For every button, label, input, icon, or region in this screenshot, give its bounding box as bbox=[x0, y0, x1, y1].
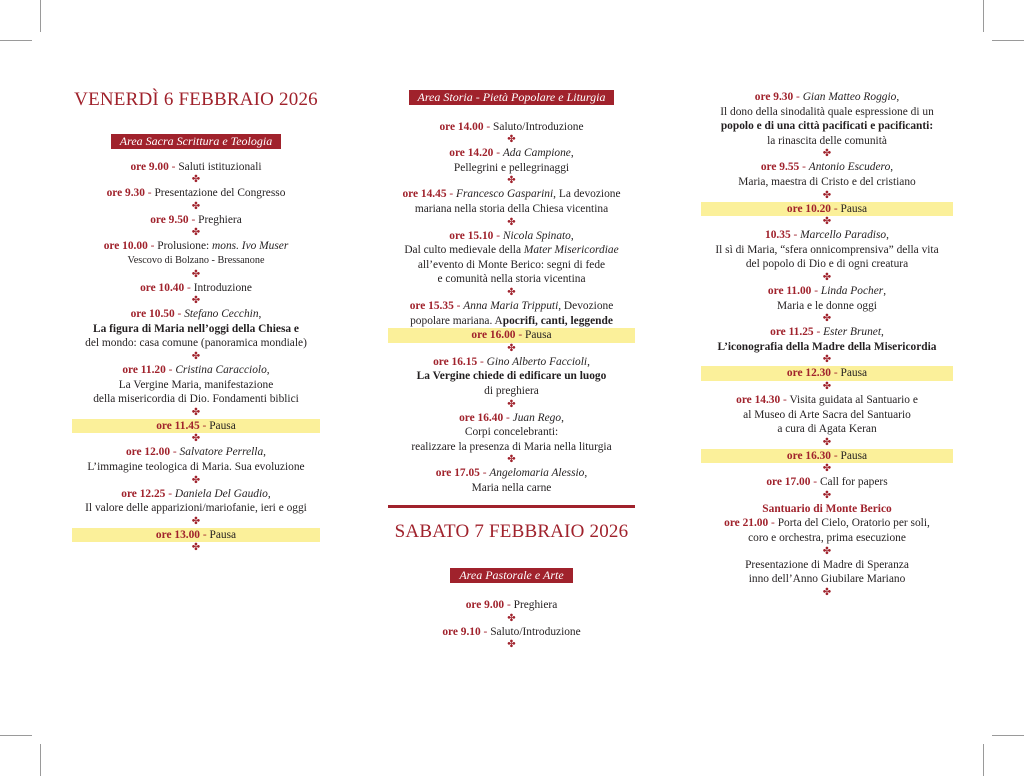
crop-mark bbox=[40, 0, 41, 32]
dash: - bbox=[811, 284, 821, 297]
speaker-name: Gino Alberto Faccioli bbox=[486, 355, 588, 368]
talk-title-part: popolare mariana. A bbox=[410, 314, 503, 327]
program-item bbox=[72, 281, 320, 296]
ornament-icon: ✤ bbox=[191, 350, 201, 362]
program-item bbox=[701, 90, 953, 105]
program-item bbox=[701, 325, 953, 340]
speaker-name: Anna Maria Tripputi bbox=[463, 299, 559, 312]
ornament-icon: ✤ bbox=[191, 227, 201, 239]
talk-title bbox=[388, 243, 635, 258]
program-item bbox=[701, 228, 953, 243]
ornament-icon: ✤ bbox=[822, 545, 832, 557]
item-time: ore 12.30 bbox=[786, 367, 831, 380]
ornament-icon: ✤ bbox=[822, 189, 832, 201]
item-text: , bbox=[570, 147, 574, 160]
crop-mark bbox=[983, 0, 984, 32]
speaker-name: Francesco Gasparini bbox=[456, 188, 554, 201]
speaker-name: Cristina Caracciolo bbox=[175, 363, 267, 376]
item-text: Pausa bbox=[209, 528, 237, 541]
item-time: ore 11.20 bbox=[122, 363, 166, 376]
pause-row bbox=[701, 366, 953, 381]
item-time: ore 16.15 bbox=[433, 355, 478, 368]
program-item bbox=[72, 186, 320, 201]
program-item bbox=[72, 307, 320, 322]
program-item bbox=[388, 355, 635, 370]
dash: - bbox=[184, 281, 194, 294]
dash: - bbox=[200, 528, 210, 541]
speaker-name: Ada Campione bbox=[502, 147, 571, 160]
item-time: ore 9.30 bbox=[106, 187, 145, 200]
dash: - bbox=[515, 329, 525, 342]
ornament-icon: ✤ bbox=[507, 175, 516, 187]
item-time: ore 10.20 bbox=[786, 202, 831, 215]
section-label: Area Pastorale e Arte bbox=[450, 568, 572, 583]
dash: - bbox=[453, 299, 464, 312]
program-item bbox=[701, 393, 953, 408]
item-text: Saluto/Introduzione bbox=[490, 625, 581, 638]
program-item bbox=[72, 363, 320, 378]
item-time: ore 12.25 bbox=[121, 487, 166, 500]
speaker-name: Linda Pocher bbox=[820, 284, 884, 297]
ornament-icon: ✤ bbox=[191, 542, 201, 554]
program-item bbox=[72, 213, 320, 228]
dash: - bbox=[480, 625, 491, 638]
dash: - bbox=[168, 160, 179, 173]
pause-row bbox=[72, 419, 320, 434]
talk-title: Il dono della sinodalità quale espressione di un bbox=[720, 105, 934, 118]
program-column-friday bbox=[72, 88, 320, 554]
pause-row bbox=[701, 449, 953, 464]
talk-title: La Vergine Maria, manifestazione bbox=[118, 378, 274, 391]
ornament-icon: ✤ bbox=[507, 134, 516, 146]
ornament-icon: ✤ bbox=[507, 216, 516, 228]
item-time: ore 21.00 bbox=[724, 517, 769, 530]
section-label: Area Sacra Scrittura e Teologia bbox=[111, 134, 281, 149]
item-time: ore 15.10 bbox=[449, 229, 494, 242]
talk-title: L’iconografia della Madre della Misericordia bbox=[717, 340, 937, 353]
program-item bbox=[72, 160, 320, 175]
item-time: ore 16.00 bbox=[471, 329, 516, 342]
ornament-icon: ✤ bbox=[191, 433, 201, 445]
crop-mark bbox=[0, 40, 32, 41]
ornament-icon: ✤ bbox=[822, 148, 832, 160]
item-text: Pausa bbox=[840, 449, 868, 462]
talk-title: L’immagine teologica di Maria. Sua evoluzione bbox=[87, 460, 305, 473]
program-item bbox=[701, 516, 953, 531]
item-text: , bbox=[561, 411, 564, 424]
talk-title-part: Dal culto medievale della bbox=[404, 244, 524, 257]
dash: - bbox=[493, 229, 503, 242]
dash: - bbox=[165, 363, 176, 376]
program-item bbox=[388, 466, 635, 481]
item-text: , bbox=[881, 326, 884, 339]
dash: - bbox=[170, 446, 180, 459]
item-time: ore 12.00 bbox=[125, 446, 171, 459]
closing-line: Presentazione di Madre di Speranza bbox=[745, 558, 909, 571]
speaker-name: mons. Ivo Muser bbox=[212, 240, 289, 253]
talk-title-cont: della misericordia di Dio. Fondamenti biblici bbox=[93, 393, 299, 406]
closing-line: inno dell’Anno Giubilare Mariano bbox=[748, 573, 906, 586]
speaker-name: Ester Brunet bbox=[823, 326, 881, 339]
ornament-icon: ✤ bbox=[507, 342, 516, 354]
item-text: Saluto/Introduzione bbox=[493, 120, 584, 133]
dash: - bbox=[813, 326, 824, 339]
item-time: ore 16.30 bbox=[786, 449, 831, 462]
item-text: , La devozione bbox=[553, 188, 621, 201]
item-time: ore 15.35 bbox=[409, 299, 454, 312]
item-text: Introduzione bbox=[193, 281, 252, 294]
item-time: ore 9.55 bbox=[760, 161, 800, 174]
speaker-name: Juan Rego bbox=[512, 411, 562, 424]
talk-title: Pellegrini e pellegrinaggi bbox=[453, 161, 570, 174]
ornament-icon: ✤ bbox=[191, 295, 201, 307]
ornament-icon: ✤ bbox=[507, 639, 516, 651]
ornament-icon: ✤ bbox=[191, 406, 201, 418]
item-text: , bbox=[886, 229, 889, 242]
ornament-icon: ✤ bbox=[822, 586, 832, 598]
item-text: Call for papers bbox=[819, 476, 888, 489]
item-text: , bbox=[587, 355, 590, 368]
item-time: ore 9.00 bbox=[130, 160, 169, 173]
dash: - bbox=[793, 91, 803, 103]
dash: - bbox=[483, 120, 494, 133]
ornament-icon: ✤ bbox=[822, 216, 832, 228]
crop-mark bbox=[40, 744, 41, 776]
item-subline: a cura di Agata Keran bbox=[777, 423, 877, 436]
program-item bbox=[701, 284, 953, 299]
item-time: ore 11.45 bbox=[156, 419, 200, 432]
item-text: , bbox=[258, 308, 262, 321]
dash: - bbox=[147, 240, 158, 253]
program-item bbox=[388, 598, 635, 613]
program-item bbox=[388, 229, 635, 244]
venue-title: Santuario di Monte Berico bbox=[762, 502, 892, 515]
day-title: VENERDÌ 6 FEBBRAIO 2026 bbox=[74, 89, 318, 110]
speaker-name: Gian Matteo Roggio bbox=[802, 91, 897, 103]
dash: - bbox=[446, 188, 457, 201]
item-time: ore 14.45 bbox=[402, 188, 447, 201]
talk-title-cont: la rinascita delle comunità bbox=[767, 134, 887, 147]
dash: - bbox=[790, 229, 801, 242]
program-item bbox=[72, 487, 320, 502]
pause-row bbox=[72, 528, 320, 543]
talk-title-cont: di preghiera bbox=[484, 384, 539, 397]
item-time: ore 17.00 bbox=[766, 476, 811, 489]
talk-title-bold: popolo e di una città pacificati e pacificanti: bbox=[720, 120, 934, 133]
item-text: , bbox=[584, 467, 588, 480]
speaker-name: Stefano Cecchin bbox=[184, 308, 259, 321]
speaker-name: Salvatore Perrella bbox=[179, 446, 264, 459]
talk-title: Il sì di Maria, “sfera onnicomprensiva” della vita bbox=[715, 243, 939, 256]
item-time: ore 11.25 bbox=[770, 326, 814, 339]
program-item bbox=[388, 120, 635, 135]
item-text: , Devozione bbox=[558, 299, 614, 312]
ornament-icon: ✤ bbox=[191, 474, 201, 486]
dash: - bbox=[503, 411, 513, 424]
ornament-icon: ✤ bbox=[822, 271, 832, 283]
dash: - bbox=[831, 202, 841, 215]
item-text: Preghiera bbox=[198, 213, 242, 226]
ornament-icon: ✤ bbox=[191, 515, 201, 527]
ornament-icon: ✤ bbox=[191, 200, 201, 212]
item-text: Prolusione: bbox=[157, 240, 213, 253]
talk-title: mariana nella storia della Chiesa vicentina bbox=[414, 202, 609, 215]
item-text: , bbox=[883, 284, 887, 297]
talk-title: Maria nella carne bbox=[471, 481, 552, 494]
dash: - bbox=[477, 355, 487, 368]
item-time: ore 9.00 bbox=[465, 599, 505, 612]
dash: - bbox=[174, 308, 185, 321]
dash: - bbox=[810, 476, 820, 489]
talk-title: Corpi concelebranti: bbox=[464, 426, 559, 439]
crop-mark bbox=[992, 40, 1024, 41]
dash: - bbox=[493, 147, 503, 160]
talk-title-latin: Mater Misericordiae bbox=[523, 244, 619, 257]
talk-title: Maria e le donne oggi bbox=[777, 299, 877, 312]
item-text: , bbox=[263, 446, 267, 459]
program-item bbox=[701, 475, 953, 490]
dash: - bbox=[199, 419, 210, 432]
dash: - bbox=[188, 213, 199, 226]
day-title: SABATO 7 FEBBRAIO 2026 bbox=[394, 521, 629, 543]
talk-title bbox=[388, 314, 635, 329]
pause-row bbox=[701, 202, 953, 217]
program-item bbox=[701, 160, 953, 175]
program-item bbox=[388, 411, 635, 426]
dash: - bbox=[831, 449, 841, 462]
item-text: Pausa bbox=[840, 202, 868, 215]
item-subline: Vescovo di Bolzano - Bressanone bbox=[127, 254, 265, 266]
item-text: Saluti istituzionali bbox=[178, 160, 262, 173]
ornament-icon: ✤ bbox=[822, 313, 832, 325]
speaker-name: Daniela Del Gaudio bbox=[174, 487, 268, 500]
program-item bbox=[72, 239, 320, 254]
item-time: ore 9.30 bbox=[754, 91, 794, 103]
talk-title: Maria, maestra di Cristo e del cristiano bbox=[738, 175, 916, 188]
item-text: , bbox=[896, 91, 900, 103]
dash: - bbox=[831, 367, 841, 380]
talk-title: La Vergine chiede di edificare un luogo bbox=[416, 370, 607, 383]
program-column-saturday bbox=[701, 90, 953, 599]
item-time: ore 14.30 bbox=[736, 393, 781, 406]
item-time: 10.35 bbox=[765, 229, 791, 242]
crop-mark bbox=[0, 735, 32, 736]
ornament-icon: ✤ bbox=[507, 612, 516, 624]
item-text: Porta del Cielo, Oratorio per soli, bbox=[777, 517, 930, 530]
dash: - bbox=[799, 161, 809, 174]
item-text: , bbox=[266, 363, 270, 376]
talk-title-cont: all’evento di Monte Berico: segni di fede bbox=[417, 258, 606, 271]
pause-row bbox=[388, 328, 635, 343]
item-subline: coro e orchestra, prima esecuzione bbox=[748, 532, 906, 545]
ornament-icon: ✤ bbox=[822, 354, 832, 366]
item-time: ore 10.40 bbox=[140, 281, 185, 294]
ornament-icon: ✤ bbox=[822, 380, 832, 392]
item-time: ore 10.00 bbox=[103, 240, 148, 253]
talk-title: Il valore delle apparizioni/mariofanie, ieri e oggi bbox=[85, 502, 307, 515]
speaker-name: Nicola Spinato bbox=[502, 229, 571, 242]
divider bbox=[388, 505, 635, 508]
talk-title: La figura di Maria nell’oggi della Chiesa e bbox=[93, 322, 299, 335]
crop-mark bbox=[983, 744, 984, 776]
item-text: Preghiera bbox=[513, 599, 558, 612]
program-column-friday-afternoon bbox=[388, 90, 635, 651]
item-time: ore 13.00 bbox=[155, 528, 200, 541]
item-text: Visita guidata al Santuario e bbox=[789, 393, 918, 406]
ornament-icon: ✤ bbox=[822, 489, 832, 501]
speaker-name: Marcello Paradiso bbox=[800, 229, 887, 242]
speaker-name: Antonio Escudero bbox=[808, 161, 891, 174]
program-item bbox=[388, 625, 635, 640]
item-time: ore 14.00 bbox=[439, 120, 484, 133]
item-time: ore 9.10 bbox=[442, 625, 481, 638]
dash: - bbox=[768, 517, 778, 530]
item-time: ore 10.50 bbox=[130, 308, 175, 321]
item-time: ore 16.40 bbox=[459, 411, 504, 424]
talk-title-cont: del mondo: casa comune (panoramica mondiale) bbox=[85, 337, 307, 350]
talk-title-bold: pocrifi, canti, leggende bbox=[502, 314, 613, 327]
ornament-icon: ✤ bbox=[507, 454, 516, 466]
item-text: , bbox=[890, 161, 894, 174]
dash: - bbox=[165, 487, 175, 500]
ornament-icon: ✤ bbox=[507, 286, 516, 298]
program-item bbox=[388, 146, 635, 161]
talk-title-cont: realizzare la presenza di Maria nella liturgia bbox=[411, 440, 612, 453]
item-time: ore 17.05 bbox=[435, 467, 480, 480]
item-text: Pausa bbox=[209, 419, 236, 432]
talk-title-cont: e comunità nella storia vicentina bbox=[437, 273, 586, 286]
item-text: , bbox=[570, 229, 574, 242]
item-text: Pausa bbox=[525, 329, 552, 342]
crop-mark bbox=[992, 735, 1024, 736]
talk-title-cont: del popolo di Dio e di ogni creatura bbox=[745, 258, 909, 271]
ornament-icon: ✤ bbox=[191, 268, 201, 280]
ornament-icon: ✤ bbox=[822, 436, 832, 448]
dash: - bbox=[780, 393, 790, 406]
dash: - bbox=[144, 187, 155, 200]
program-item bbox=[72, 445, 320, 460]
item-text: Presentazione del Congresso bbox=[154, 187, 286, 200]
speaker-name: Angelomaria Alessio bbox=[489, 467, 585, 480]
ornament-icon: ✤ bbox=[191, 174, 201, 186]
dash: - bbox=[504, 599, 514, 612]
dash: - bbox=[479, 467, 490, 480]
section-label: Area Storia - Pietà Popolare e Liturgia bbox=[409, 90, 615, 105]
item-time: ore 9.50 bbox=[150, 213, 189, 226]
item-time: ore 14.20 bbox=[449, 147, 494, 160]
ornament-icon: ✤ bbox=[507, 398, 516, 410]
program-item bbox=[388, 187, 635, 202]
item-time: ore 11.00 bbox=[767, 284, 812, 297]
item-subline: al Museo di Arte Sacra del Santuario bbox=[743, 408, 911, 421]
item-text: , bbox=[267, 487, 271, 500]
ornament-icon: ✤ bbox=[822, 463, 832, 475]
item-text: Pausa bbox=[840, 367, 868, 380]
program-item bbox=[388, 299, 635, 314]
